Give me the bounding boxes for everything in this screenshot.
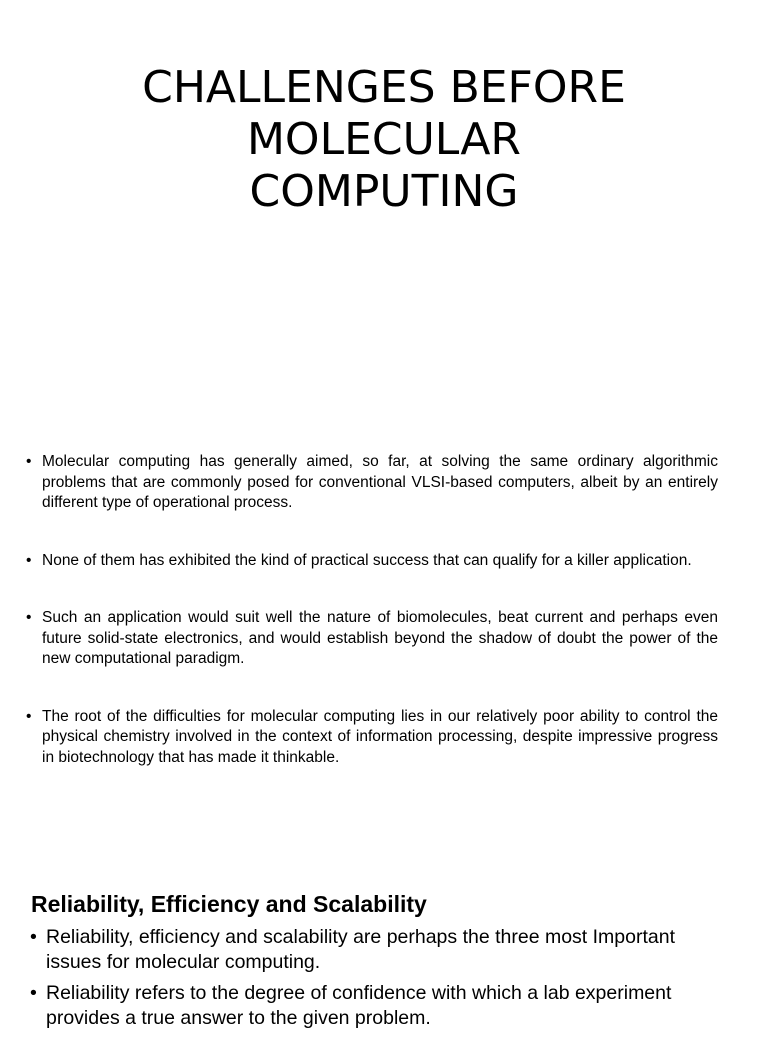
section-bullet-text: Reliability refers to the degree of confidence with which a lab experiment provides a true answer to the given problem. — [46, 982, 672, 1029]
challenges-bullet-list — [26, 452, 718, 805]
bullet-text: None of them has exhibited the kind of practical success that can qualify for a killer application. — [42, 551, 692, 569]
section-bullet-text: Reliability, efficiency and scalability are perhaps the three most Important issues for molecular computing. — [46, 926, 676, 973]
bullet-mark: • — [26, 609, 32, 626]
slide-title — [84, 62, 684, 218]
bullet-mark: • — [26, 707, 32, 725]
section-bullet-list — [31, 925, 721, 1031]
bullet-mark: • — [26, 453, 32, 470]
section-bullet-item — [31, 925, 721, 975]
bullet-item — [26, 551, 718, 572]
bullet-mark: • — [30, 926, 37, 948]
bullet-mark: • — [26, 551, 32, 569]
title-line: CHALLENGES BEFORE — [142, 62, 626, 113]
section-heading: Reliability, Efficiency and Scalability — [31, 891, 427, 917]
bullet-item — [26, 707, 718, 769]
bullet-text: The root of the difficulties for molecular computing lies in our relatively poor ability to control the physical chemistry involved in the context of information processing, despite impressive progress in biotechnology that has made it thinkable. — [42, 707, 718, 766]
bullet-item — [26, 452, 718, 514]
bullet-text: Such an application would suit well the nature of biomolecules, beat current and perhaps even future solid-state electronics, and would establish beyond the shadow of doubt the power of the new computational paradigm. — [42, 609, 718, 667]
bullet-item — [26, 608, 718, 670]
title-line: MOLECULAR — [246, 114, 522, 165]
reliability-section — [31, 887, 721, 1037]
bullet-mark: • — [30, 982, 37, 1004]
bullet-text: Molecular computing has generally aimed, so far, at solving the same ordinary algorithmic problems that are commonly posed for conventional VLSI-based computers, albeit by an entirely different type of operational process. — [42, 453, 718, 511]
title-line: COMPUTING — [249, 166, 519, 217]
